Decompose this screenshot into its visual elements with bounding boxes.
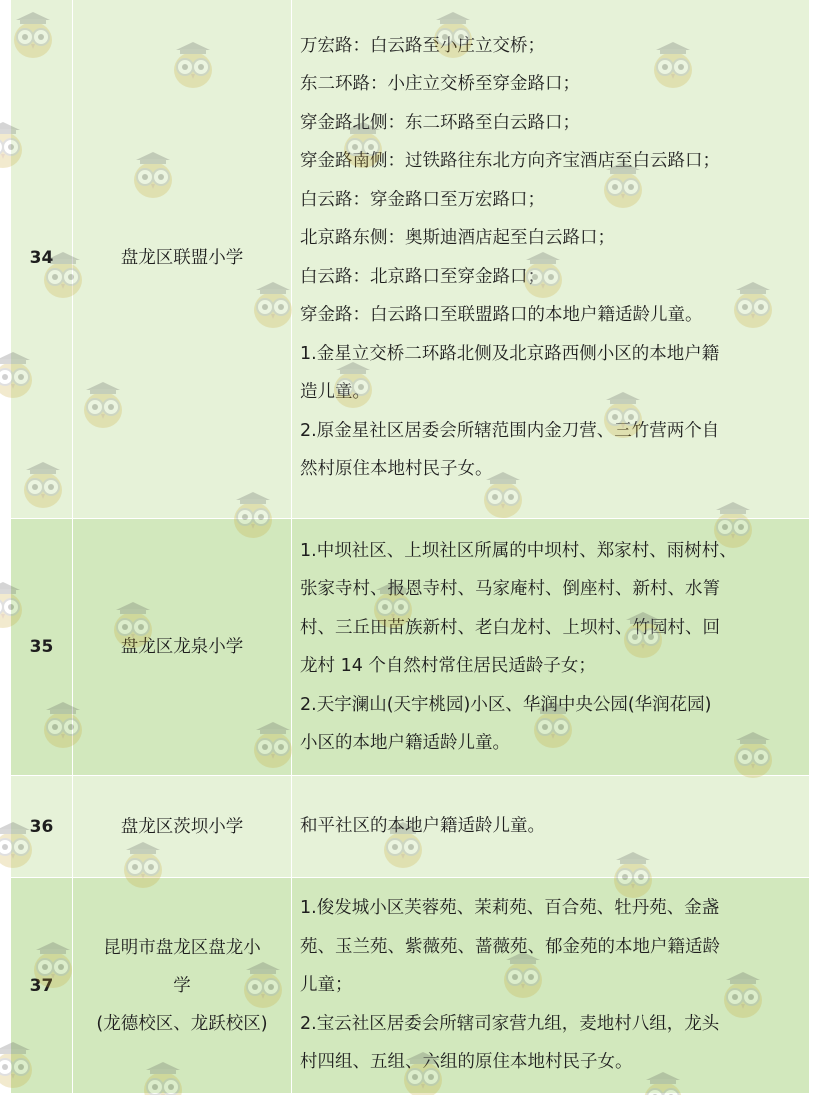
- area-line: 然村原住本地村民子女。: [300, 459, 493, 479]
- enrollment-area: [292, 878, 810, 1094]
- school-name: 盘龙区联盟小学: [73, 0, 292, 519]
- table-row: [11, 776, 810, 878]
- area-line: 穿金路北侧：东二环路至白云路口；: [300, 112, 580, 133]
- area-line: 2.原金星社区居委会所辖范围内金刀营、三竹营两个自: [300, 420, 720, 441]
- row-number: 36: [11, 776, 73, 878]
- area-line: 张家寺村、报恩寺村、马家庵村、倒座村、新村、水箐: [300, 579, 720, 599]
- school-name-line: (龙德校区、龙跃校区): [96, 1013, 268, 1034]
- enrollment-area: [292, 0, 810, 519]
- area-line: 1.金星立交桥二环路北侧及北京路西侧小区的本地户籍: [300, 343, 720, 364]
- school-name: 盘龙区茨坝小学: [73, 776, 292, 878]
- area-line: 穿金路南侧：过铁路往东北方向齐宝酒店至白云路口；: [300, 151, 720, 171]
- area-line: 白云路：北京路口至穿金路口；: [300, 266, 545, 287]
- enrollment-area: [292, 519, 810, 776]
- table-row: [11, 878, 810, 1094]
- area-line: 北京路东侧：奥斯迪酒店起至白云路口；: [300, 228, 615, 248]
- table-row: [11, 519, 810, 776]
- area-line: 2.天宇澜山(天宇桃园)小区、华润中央公园(华润花园): [300, 694, 712, 715]
- row-number: 34: [11, 0, 73, 519]
- area-line: 村四组、五组、六组的原住本地村民子女。: [300, 1052, 633, 1073]
- area-line: 造儿童。: [300, 382, 370, 402]
- table-row: [11, 0, 810, 519]
- area-line: 村、三丘田苗族新村、老白龙村、上坝村、竹园村、回: [300, 617, 720, 638]
- school-name-line: 学: [173, 975, 191, 996]
- area-line: 苑、玉兰苑、紫薇苑、蔷薇苑、郁金苑的本地户籍适龄: [300, 936, 720, 957]
- school-name: 盘龙区龙泉小学: [73, 519, 292, 776]
- area-line: 万宏路：白云路至小庄立交桥；: [300, 35, 545, 56]
- school-name-line: 昆明市盘龙区盘龙小: [103, 937, 261, 958]
- area-line: 东二环路：小庄立交桥至穿金路口；: [300, 74, 580, 94]
- school-name: [73, 878, 292, 1094]
- area-line: 小区的本地户籍适龄儿童。: [300, 733, 510, 753]
- area-line: 和平社区的本地户籍适龄儿童。: [300, 816, 545, 837]
- area-line: 儿童；: [300, 975, 353, 996]
- row-number: 37: [11, 878, 73, 1094]
- row-number: 35: [11, 519, 73, 776]
- area-line: 龙村 14 个自然村常住居民适龄子女；: [300, 656, 596, 676]
- school-district-table: [10, 0, 810, 1094]
- area-line: 1.俊发城小区芙蓉苑、茉莉苑、百合苑、牡丹苑、金盏: [300, 898, 720, 919]
- area-line: 白云路：穿金路口至万宏路口；: [300, 189, 545, 210]
- area-line: 1.中坝社区、上坝社区所属的中坝村、郑家村、雨树村、: [300, 540, 737, 561]
- area-line: 2.宝云社区居委会所辖司家营九组，麦地村八组，龙头: [300, 1013, 720, 1034]
- enrollment-area: [292, 776, 810, 878]
- area-line: 穿金路：白云路口至联盟路口的本地户籍适龄儿童。: [300, 305, 703, 325]
